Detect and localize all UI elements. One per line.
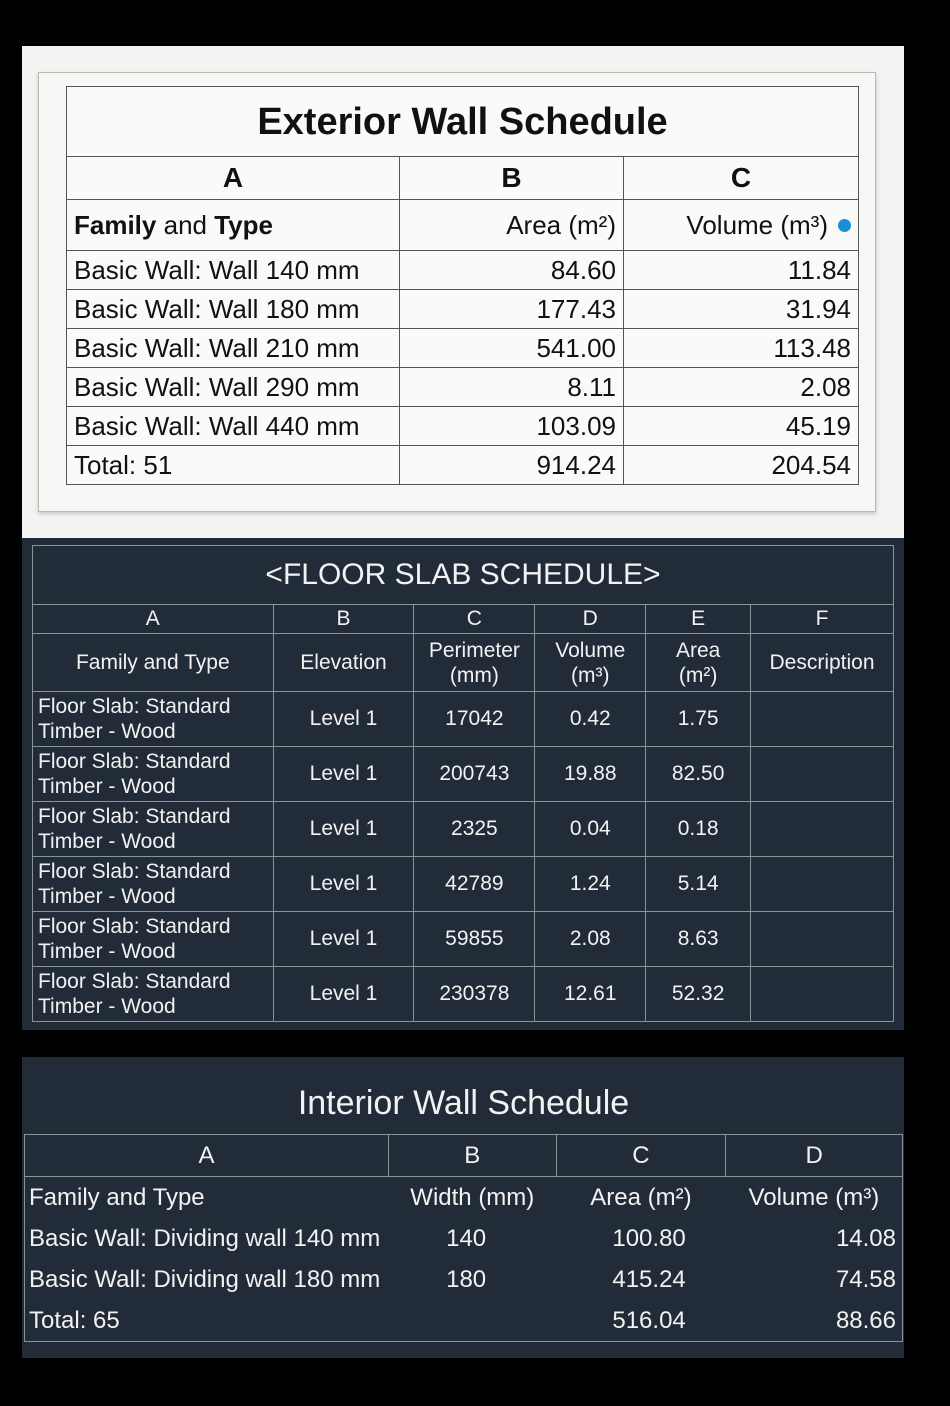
- volume-cell[interactable]: 0.04: [535, 802, 646, 857]
- elevation-cell[interactable]: Level 1: [273, 967, 414, 1022]
- header-volume[interactable]: Volume (m³): [726, 1177, 903, 1219]
- header-perimeter-unit: (mm): [449, 663, 499, 687]
- elevation-cell[interactable]: Level 1: [273, 912, 414, 967]
- volume-cell[interactable]: 31.94: [624, 290, 859, 329]
- family-line-1: Floor Slab: Standard: [38, 695, 231, 718]
- family-cell[interactable]: Basic Wall: Wall 440 mm: [67, 407, 400, 446]
- family-line-2: Timber - Wood: [38, 830, 176, 853]
- column-letter-a[interactable]: A: [33, 605, 274, 634]
- column-letter-a[interactable]: A: [67, 157, 400, 200]
- column-letter-b[interactable]: B: [273, 605, 414, 634]
- floor-slab-schedule-table: [32, 545, 894, 1022]
- total-area[interactable]: 914.24: [400, 446, 624, 485]
- area-cell[interactable]: 82.50: [646, 747, 751, 802]
- column-letter-c[interactable]: C: [414, 605, 535, 634]
- total-volume[interactable]: 88.66: [726, 1300, 903, 1342]
- floor-schedule-title[interactable]: <FLOOR SLAB SCHEDULE>: [33, 546, 894, 605]
- interior-wall-schedule-table: [24, 1072, 903, 1342]
- column-letter-c[interactable]: C: [624, 157, 859, 200]
- family-line-2: Timber - Wood: [38, 885, 176, 908]
- header-family-and-type[interactable]: [67, 200, 400, 251]
- header-type-word: Type: [214, 209, 273, 240]
- family-cell[interactable]: Basic Wall: Dividing wall 180 mm: [25, 1259, 389, 1300]
- table-row[interactable]: [67, 407, 859, 446]
- family-cell[interactable]: [33, 692, 274, 747]
- description-cell[interactable]: [751, 857, 894, 912]
- area-cell[interactable]: 52.32: [646, 967, 751, 1022]
- family-line-2: Timber - Wood: [38, 995, 176, 1018]
- perimeter-cell[interactable]: 200743: [414, 747, 535, 802]
- family-line-2: Timber - Wood: [38, 720, 176, 743]
- total-row[interactable]: [25, 1300, 903, 1342]
- family-cell[interactable]: Basic Wall: Dividing wall 140 mm: [25, 1218, 389, 1259]
- header-area-label: Area: [675, 638, 721, 662]
- family-cell[interactable]: Basic Wall: Wall 290 mm: [67, 368, 400, 407]
- exterior-wall-schedule-table: [66, 86, 859, 485]
- volume-cell[interactable]: 1.24: [535, 857, 646, 912]
- column-letter-a[interactable]: A: [25, 1135, 389, 1177]
- header-perimeter[interactable]: [414, 634, 535, 692]
- header-area[interactable]: [646, 634, 751, 692]
- family-cell[interactable]: [33, 802, 274, 857]
- area-cell[interactable]: 5.14: [646, 857, 751, 912]
- volume-cell[interactable]: 113.48: [624, 329, 859, 368]
- area-cell[interactable]: 103.09: [400, 407, 624, 446]
- interior-schedule-title[interactable]: Interior Wall Schedule: [25, 1072, 903, 1135]
- table-row[interactable]: [33, 692, 894, 747]
- area-cell[interactable]: 84.60: [400, 251, 624, 290]
- table-row[interactable]: [33, 802, 894, 857]
- floor-slab-schedule-panel: [22, 538, 904, 1030]
- header-perimeter-label: Perimeter: [428, 638, 520, 662]
- area-cell[interactable]: 1.75: [646, 692, 751, 747]
- description-cell[interactable]: [751, 967, 894, 1022]
- interior-wall-schedule-panel: [22, 1057, 904, 1358]
- family-line-2: Timber - Wood: [38, 775, 176, 798]
- total-label[interactable]: Total: 65: [25, 1300, 389, 1342]
- table-row[interactable]: [25, 1218, 903, 1259]
- description-cell[interactable]: [751, 692, 894, 747]
- elevation-cell[interactable]: Level 1: [273, 857, 414, 912]
- table-row[interactable]: [67, 251, 859, 290]
- width-cell[interactable]: 140: [446, 1224, 487, 1252]
- column-letter-e[interactable]: E: [646, 605, 751, 634]
- total-volume[interactable]: 204.54: [624, 446, 859, 485]
- header-volume[interactable]: [535, 634, 646, 692]
- volume-cell[interactable]: 12.61: [535, 967, 646, 1022]
- family-cell[interactable]: Basic Wall: Wall 180 mm: [67, 290, 400, 329]
- header-family-and-type[interactable]: Family and Type: [25, 1177, 389, 1219]
- elevation-cell[interactable]: Level 1: [273, 692, 414, 747]
- table-row[interactable]: [33, 747, 894, 802]
- header-and-word: and: [163, 209, 207, 240]
- family-line-1: Floor Slab: Standard: [38, 915, 231, 938]
- exterior-schedule-title[interactable]: Exterior Wall Schedule: [67, 87, 859, 157]
- column-letter-b[interactable]: B: [400, 157, 624, 200]
- table-row[interactable]: [33, 857, 894, 912]
- header-elevation[interactable]: Elevation: [273, 634, 414, 692]
- header-width[interactable]: Width (mm): [410, 1183, 535, 1211]
- volume-cell[interactable]: 11.84: [624, 251, 859, 290]
- table-row[interactable]: [67, 329, 859, 368]
- header-volume: Volume (m³): [686, 209, 828, 240]
- header-volume-cell[interactable]: [624, 200, 859, 251]
- total-area[interactable]: 516.04: [556, 1300, 726, 1342]
- area-cell[interactable]: 8.63: [646, 912, 751, 967]
- table-row[interactable]: [33, 967, 894, 1022]
- elevation-cell[interactable]: Level 1: [273, 802, 414, 857]
- family-cell[interactable]: [33, 857, 274, 912]
- family-line-1: Floor Slab: Standard: [38, 805, 231, 828]
- family-line-1: Floor Slab: Standard: [38, 860, 231, 883]
- column-letter-b[interactable]: B: [388, 1135, 556, 1177]
- perimeter-cell[interactable]: 2325: [414, 802, 535, 857]
- volume-cell[interactable]: 19.88: [535, 747, 646, 802]
- family-cell[interactable]: Basic Wall: Wall 210 mm: [67, 329, 400, 368]
- family-line-2: Timber - Wood: [38, 940, 176, 963]
- exterior-schedule-sheet: [22, 46, 904, 538]
- perimeter-cell[interactable]: 17042: [414, 692, 535, 747]
- column-letter-d[interactable]: D: [535, 605, 646, 634]
- area-cell[interactable]: 415.24: [612, 1265, 686, 1293]
- family-cell[interactable]: [33, 967, 274, 1022]
- area-cell[interactable]: 0.18: [646, 802, 751, 857]
- header-area[interactable]: Area (m²): [590, 1183, 692, 1211]
- volume-cell[interactable]: 0.42: [535, 692, 646, 747]
- total-label[interactable]: Total: 51: [67, 446, 400, 485]
- area-cell[interactable]: 541.00: [400, 329, 624, 368]
- header-area[interactable]: Area (m²): [400, 200, 624, 251]
- table-row[interactable]: [33, 912, 894, 967]
- width-cell[interactable]: 180: [446, 1265, 487, 1293]
- volume-cell[interactable]: 74.58: [726, 1259, 903, 1300]
- header-area-unit: (m²): [678, 663, 718, 687]
- header-family-word: Family: [74, 209, 157, 240]
- elevation-cell[interactable]: Level 1: [273, 747, 414, 802]
- perimeter-cell[interactable]: 230378: [414, 967, 535, 1022]
- volume-cell[interactable]: 45.19: [624, 407, 859, 446]
- header-family-and-type[interactable]: Family and Type: [33, 634, 274, 692]
- area-cell[interactable]: 177.43: [400, 290, 624, 329]
- family-cell[interactable]: Basic Wall: Wall 140 mm: [67, 251, 400, 290]
- column-letter-c[interactable]: C: [556, 1135, 726, 1177]
- description-cell[interactable]: [751, 802, 894, 857]
- table-row[interactable]: [67, 368, 859, 407]
- table-row[interactable]: [67, 290, 859, 329]
- volume-cell[interactable]: 14.08: [726, 1218, 903, 1259]
- description-cell[interactable]: [751, 747, 894, 802]
- family-cell[interactable]: [33, 912, 274, 967]
- description-cell[interactable]: [751, 912, 894, 967]
- perimeter-cell[interactable]: 42789: [414, 857, 535, 912]
- total-width[interactable]: [388, 1300, 556, 1342]
- total-row[interactable]: [67, 446, 859, 485]
- perimeter-cell[interactable]: 59855: [414, 912, 535, 967]
- header-volume-unit: (m³): [571, 663, 610, 687]
- family-cell[interactable]: [33, 747, 274, 802]
- header-volume-label: Volume: [555, 638, 626, 662]
- volume-cell[interactable]: 2.08: [624, 368, 859, 407]
- area-cell[interactable]: 8.11: [400, 368, 624, 407]
- family-line-1: Floor Slab: Standard: [38, 970, 231, 993]
- table-row[interactable]: [25, 1259, 903, 1300]
- area-cell[interactable]: 100.80: [612, 1224, 686, 1252]
- family-line-1: Floor Slab: Standard: [38, 750, 231, 773]
- header-description[interactable]: Description: [751, 634, 894, 692]
- column-letter-d[interactable]: D: [726, 1135, 903, 1177]
- selection-indicator-dot-icon: [838, 219, 851, 232]
- column-letter-f[interactable]: F: [751, 605, 894, 634]
- volume-cell[interactable]: 2.08: [535, 912, 646, 967]
